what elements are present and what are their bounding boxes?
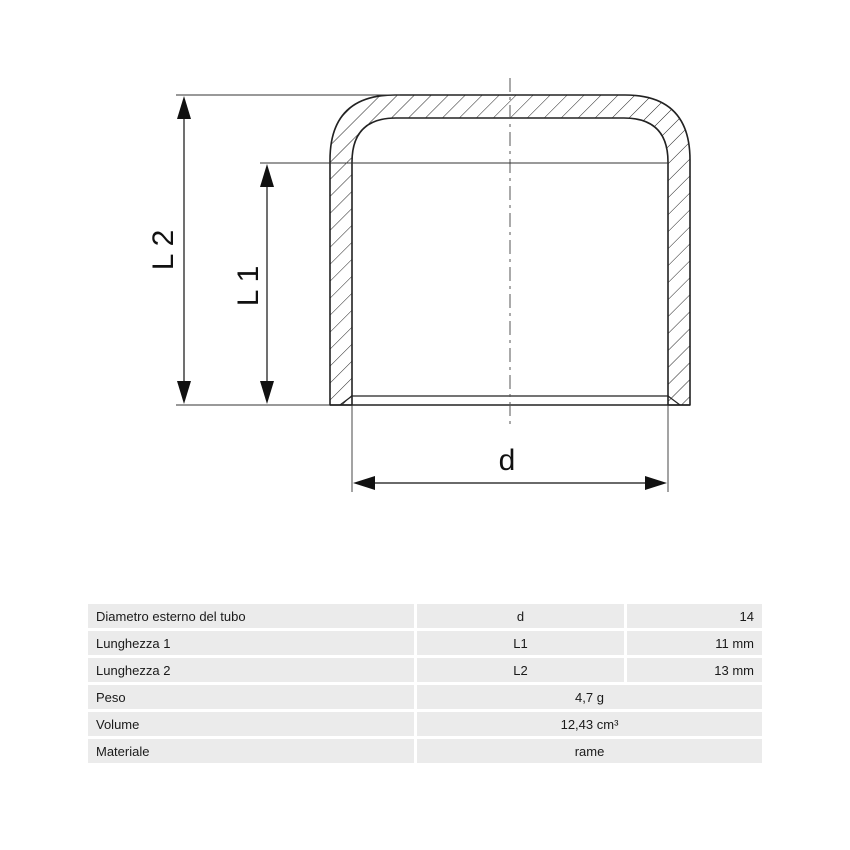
table-row	[88, 712, 762, 736]
dimension-d-label: d	[498, 444, 516, 477]
row-label: Materiale	[88, 739, 417, 763]
table-row	[88, 604, 762, 628]
row-value: rame	[417, 739, 762, 763]
table-row	[88, 631, 762, 655]
dimension-d-arrow-left	[353, 476, 375, 490]
row-label: Lunghezza 2	[88, 658, 417, 682]
table-row	[88, 739, 762, 763]
dimension-l2-arrow-bottom	[177, 381, 191, 404]
row-value: 12,43 cm³	[417, 712, 762, 736]
dimension-l2-label: L 2	[147, 229, 180, 271]
row-value: 14	[627, 604, 762, 628]
dimension-l1-label: L 1	[232, 265, 265, 307]
row-value: 11 mm	[627, 631, 762, 655]
row-value: 4,7 g	[417, 685, 762, 709]
dimension-l2-arrow-top	[177, 96, 191, 119]
table-row	[88, 685, 762, 709]
row-label: Lunghezza 1	[88, 631, 417, 655]
dimension-l1-arrow-top	[260, 164, 274, 187]
spec-table	[88, 601, 762, 766]
row-label: Peso	[88, 685, 417, 709]
table-row	[88, 658, 762, 682]
dimension-l1-arrow-bottom	[260, 381, 274, 404]
row-symbol: L1	[417, 631, 627, 655]
row-value: 13 mm	[627, 658, 762, 682]
dimension-d-arrow-right	[645, 476, 667, 490]
row-symbol: L2	[417, 658, 627, 682]
row-symbol: d	[417, 604, 627, 628]
row-label: Diametro esterno del tubo	[88, 604, 417, 628]
row-label: Volume	[88, 712, 417, 736]
